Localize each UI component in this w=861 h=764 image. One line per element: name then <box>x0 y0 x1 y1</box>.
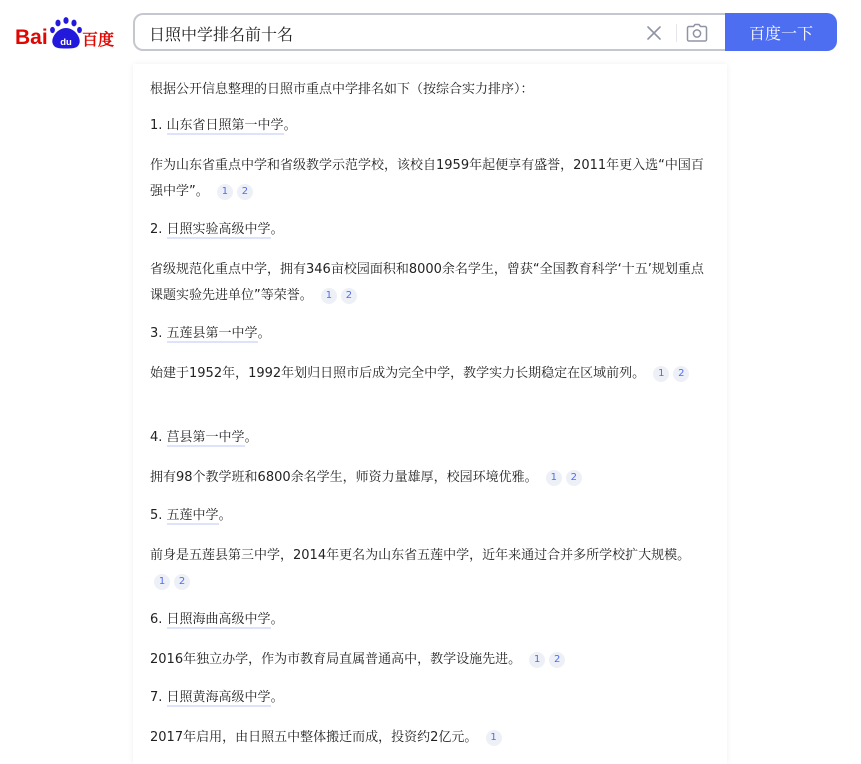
item-heading: 5. 五莲中学。 <box>150 508 232 523</box>
list-item <box>150 505 710 595</box>
item-description: 始建于1952年，1992年划归日照市后成为完全中学，教学实力长期稳定在区域前列。 1 2 <box>150 361 710 387</box>
item-description: 前身是五莲县第三中学，2014年更名为山东省五莲中学，近年来通过合并多所学校扩大规模。 1 2 <box>150 543 710 595</box>
answer-intro: 根据公开信息整理的日照市重点中学排名如下（按综合实力排序）： <box>150 82 534 97</box>
clear-icon[interactable] <box>645 24 663 42</box>
school-name[interactable]: 日照海曲高级中学 <box>166 612 271 627</box>
item-heading: 7. 日照黄海高级中学。 <box>150 690 284 705</box>
citation-badge[interactable]: 1 <box>486 730 502 746</box>
school-name[interactable]: 五莲中学 <box>166 508 219 523</box>
search-box <box>133 13 739 51</box>
citation-badge[interactable]: 2 <box>549 652 565 668</box>
camera-icon[interactable] <box>686 23 708 43</box>
citation-badge[interactable]: 1 <box>529 652 545 668</box>
citation-badge[interactable]: 1 <box>154 574 170 590</box>
citation-badge[interactable]: 2 <box>237 184 253 200</box>
citation-badge[interactable]: 2 <box>566 470 582 486</box>
item-description: 拥有98个教学班和6800余名学生，师资力量雄厚，校园环境优雅。 1 2 <box>150 465 710 491</box>
divider <box>676 24 677 42</box>
item-description: 作为山东省重点中学和省级教学示范学校，该校自1959年起便享有盛誉，2011年更入选“中国百强中学”。 1 2 <box>150 158 704 199</box>
list-item <box>150 427 710 491</box>
list-item <box>150 219 710 309</box>
list-item <box>150 609 710 673</box>
school-name[interactable]: 日照实验高级中学 <box>166 222 271 237</box>
citation-badge[interactable]: 1 <box>653 366 669 382</box>
citation-badge[interactable]: 1 <box>321 288 337 304</box>
answer-card <box>133 64 727 764</box>
citation-badge[interactable]: 2 <box>174 574 190 590</box>
svg-text:Bai: Bai <box>15 26 48 49</box>
baidu-logo[interactable] <box>14 15 118 51</box>
school-name[interactable]: 山东省日照第一中学 <box>166 118 284 133</box>
item-description: 省级规范化重点中学，拥有346亩校园面积和8000余名学生，曾获“全国教育科学‘十五’规划重点课题实验先进单位”等荣誉。 1 2 <box>150 262 704 303</box>
item-description: 2016年独立办学，作为市教育局直属普通高中，教学设施先进。 1 2 <box>150 647 710 673</box>
item-heading: 3. 五莲县第一中学。 <box>150 326 271 341</box>
list-item <box>150 115 710 205</box>
school-name[interactable]: 莒县第一中学 <box>166 430 245 445</box>
citation-badge[interactable]: 2 <box>673 366 689 382</box>
item-heading: 6. 日照海曲高级中学。 <box>150 612 284 627</box>
item-description: 2017年启用，由日照五中整体搬迁而成，投资约2亿元。 1 <box>150 725 710 751</box>
search-input[interactable] <box>149 21 619 45</box>
school-name[interactable]: 日照黄海高级中学 <box>166 690 271 705</box>
citation-badge[interactable]: 1 <box>217 184 233 200</box>
citation-badge[interactable]: 2 <box>341 288 357 304</box>
list-item <box>150 323 710 387</box>
item-heading: 1. 山东省日照第一中学。 <box>150 118 297 133</box>
item-heading: 4. 莒县第一中学。 <box>150 430 258 445</box>
svg-text:du: du <box>60 37 72 48</box>
svg-text:百度: 百度 <box>82 30 115 49</box>
item-heading: 2. 日照实验高级中学。 <box>150 222 284 237</box>
search-button[interactable]: 百度一下 <box>725 13 837 51</box>
school-name[interactable]: 五莲县第一中学 <box>166 326 258 341</box>
citation-badge[interactable]: 1 <box>546 470 562 486</box>
list-item <box>150 687 710 751</box>
